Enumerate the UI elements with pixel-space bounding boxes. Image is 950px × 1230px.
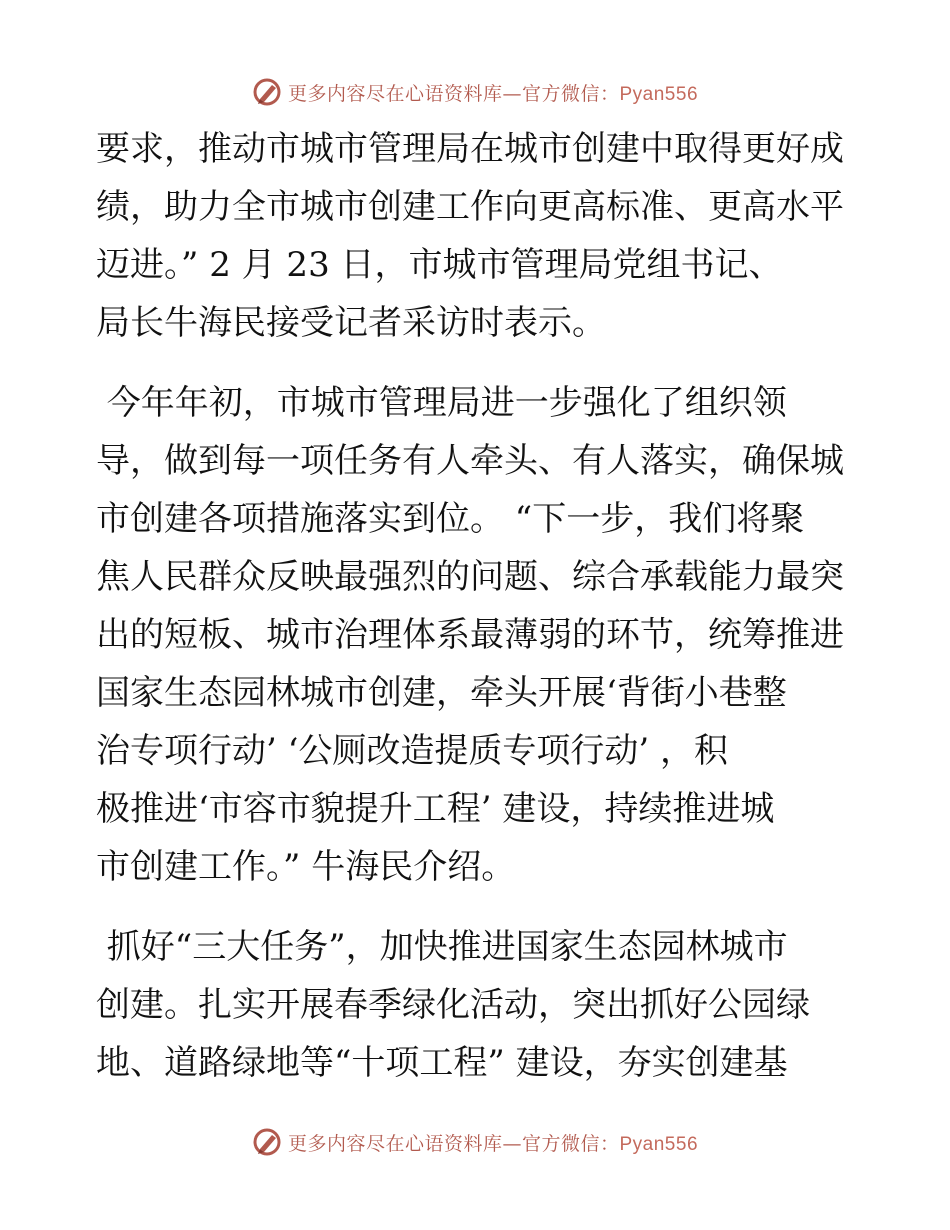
header-wechat-label: 官方微信：: [521, 82, 620, 105]
header-watermark-banner: [0, 72, 950, 112]
text-line: 市创建各项措施落实到位。 “下一步，我们将聚: [96, 499, 805, 539]
footer-separator: —: [502, 1132, 522, 1155]
pen-logo-icon: [252, 77, 282, 107]
header-wechat-id: Pyan556: [619, 83, 699, 105]
text-line: 出的短板、城市治理体系最薄弱的环节，统筹推进: [96, 615, 844, 655]
footer-watermark-banner: [0, 1122, 950, 1162]
text-line: 创建。扎实开展春季绿化活动，突出抓好公园绿: [96, 985, 810, 1025]
text-line: 抓好“三大任务”，加快推进国家生态园林城市: [96, 927, 788, 967]
paragraph-3: [96, 918, 856, 1092]
text-line: 治专项行动’ ‘公厕改造提质专项行动’ ，积: [96, 731, 729, 771]
text-line: 局长牛海民接受记者采访时表示。: [96, 303, 606, 343]
text-line: 焦人民群众反映最强烈的问题、综合承载能力最突: [96, 557, 844, 597]
footer-wechat-id: Pyan556: [619, 1133, 699, 1155]
text-line: 导，做到每一项任务有人牵头、有人落实，确保城: [96, 441, 844, 481]
text-line: 极推进‘市容市貌提升工程’ 建设，持续推进城: [96, 789, 775, 829]
text-line: 绩，助力全市城市创建工作向更高标准、更高水平: [96, 187, 844, 227]
footer-banner-text: [288, 1129, 698, 1156]
header-site-text: 更多内容尽在心语资料库: [287, 82, 503, 105]
paragraph-2: [96, 374, 856, 896]
header-banner-text: [288, 79, 698, 106]
footer-wechat-label: 官方微信：: [521, 1132, 620, 1155]
text-line: 地、道路绿地等“十项工程” 建设，夯实创建基: [96, 1043, 788, 1083]
pen-logo-icon: [252, 1127, 282, 1157]
text-line: 今年年初，市城市管理局进一步强化了组织领: [96, 383, 787, 423]
text-line: 国家生态园林城市创建，牵头开展‘背街小巷整: [96, 673, 787, 713]
header-separator: —: [502, 82, 522, 105]
footer-site-text: 更多内容尽在心语资料库: [287, 1132, 503, 1155]
text-line: 市创建工作。” 牛海民介绍。: [96, 847, 516, 887]
text-line: 迈进。” 2 月 23 日，市城市管理局党组书记、: [96, 245, 783, 285]
document-body: [96, 120, 856, 1092]
text-line: 要求，推动市城市管理局在城市创建中取得更好成: [96, 129, 844, 169]
paragraph-1: [96, 120, 856, 352]
